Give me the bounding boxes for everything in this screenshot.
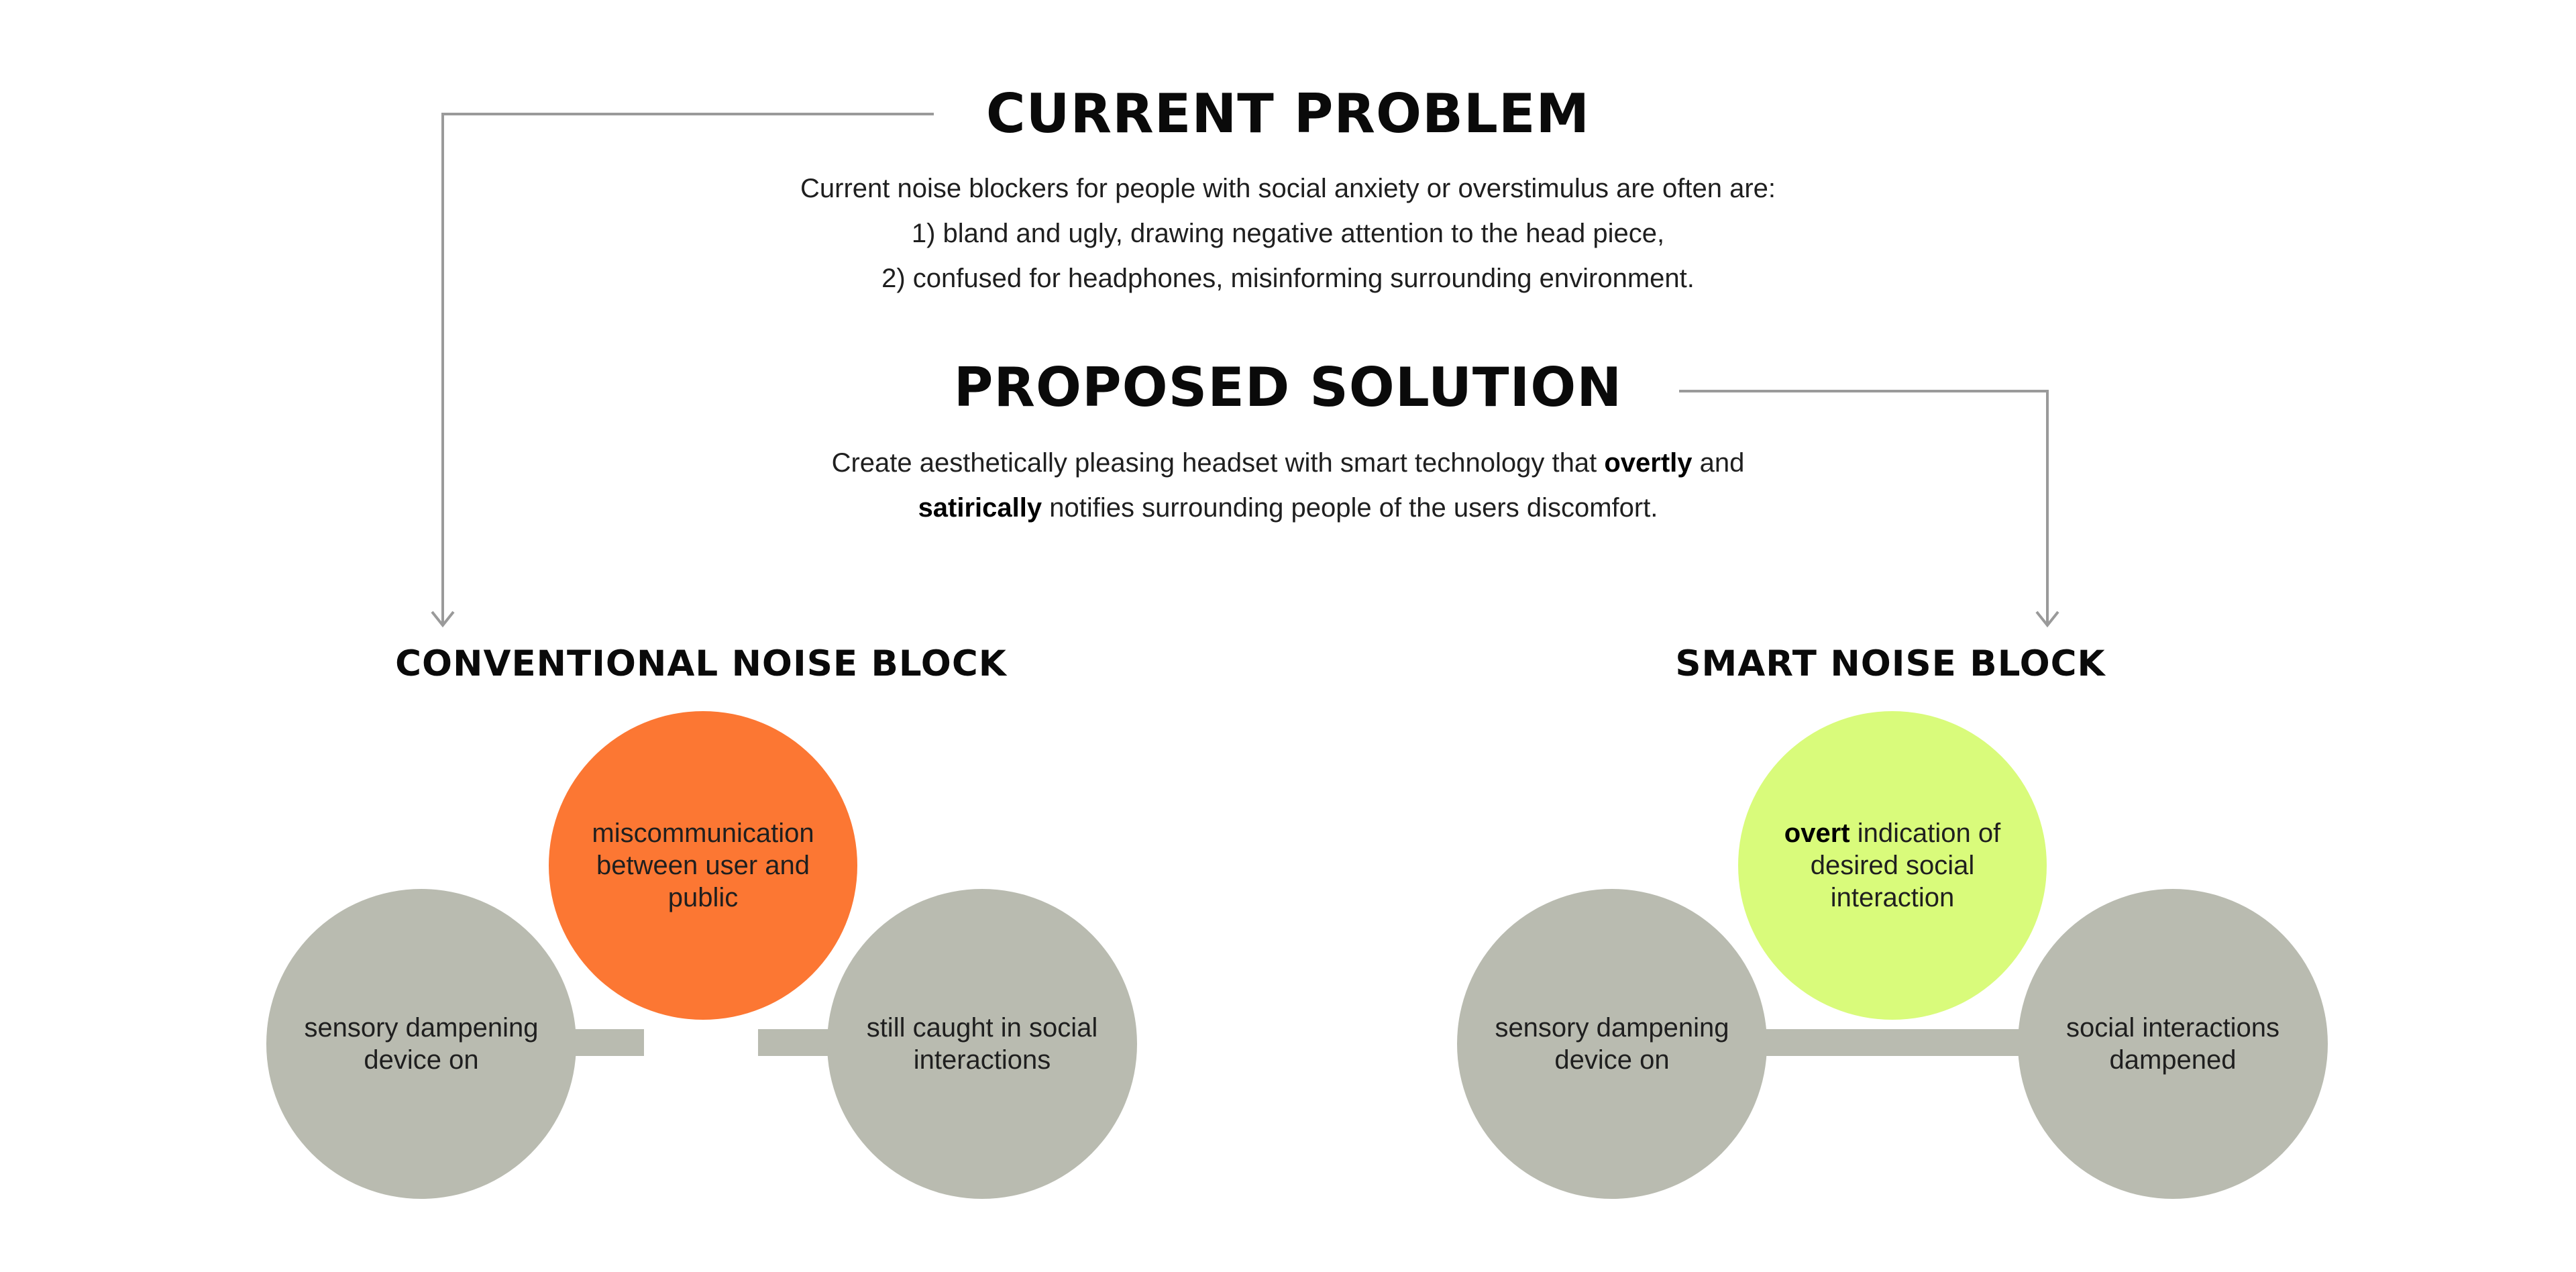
solution-line-1-post: and	[1692, 448, 1745, 478]
solution-keyword-overtly: overtly	[1604, 448, 1693, 478]
smart-overt-indication-label	[1765, 817, 2020, 914]
smart-overt-keyword: overt	[1784, 818, 1850, 848]
solution-line-2	[0, 486, 2576, 531]
smart-noise-block-title: SMART NOISE BLOCK	[1675, 643, 2106, 684]
problem-line-2: 1) bland and ugly, drawing negative attention to the head piece,	[911, 219, 1665, 248]
solution-line-1	[0, 441, 2576, 486]
solution-line-1-pre: Create aesthetically pleasing headset with smart technology that	[831, 448, 1605, 478]
current-problem-title: CURRENT PROBLEM	[985, 83, 1591, 145]
smart-social-dampened-circle	[2018, 889, 2328, 1199]
conventional-sensory-dampening-circle	[266, 889, 576, 1199]
conventional-noise-block-title: CONVENTIONAL NOISE BLOCK	[395, 643, 1007, 684]
conventional-still-caught-circle	[827, 889, 1137, 1199]
conventional-miscommunication-label: miscommunication between user and public	[592, 818, 814, 912]
conventional-right-connector	[758, 1029, 828, 1056]
proposed-solution-description	[0, 441, 2576, 531]
solution-line-2-post: notifies surrounding people of the users discomfort.	[1042, 493, 1658, 523]
conventional-still-caught-label: still caught in social interactions	[866, 1013, 1098, 1075]
conventional-miscommunication-circle	[549, 711, 857, 1020]
current-problem-description	[0, 166, 2576, 301]
conventional-sensory-dampening-label: sensory dampening device on	[304, 1013, 539, 1075]
problem-line-1: Current noise blockers for people with social anxiety or overstimulus are often are:	[800, 174, 1776, 203]
smart-connector-bar	[1764, 1029, 2033, 1056]
smart-sensory-dampening-circle	[1457, 889, 1767, 1199]
smart-social-dampened-label: social interactions dampened	[2066, 1013, 2279, 1075]
smart-sensory-dampening-label: sensory dampening device on	[1495, 1013, 1729, 1075]
smart-overt-indication-circle	[1738, 711, 2047, 1020]
solution-keyword-satirically: satirically	[918, 493, 1042, 523]
proposed-solution-title: PROPOSED SOLUTION	[953, 356, 1623, 419]
smart-overt-indication-rest: indication of desired social interaction	[1810, 818, 2001, 912]
conventional-left-connector	[574, 1029, 644, 1056]
problem-line-3: 2) confused for headphones, misinforming surrounding environment.	[881, 264, 1695, 293]
